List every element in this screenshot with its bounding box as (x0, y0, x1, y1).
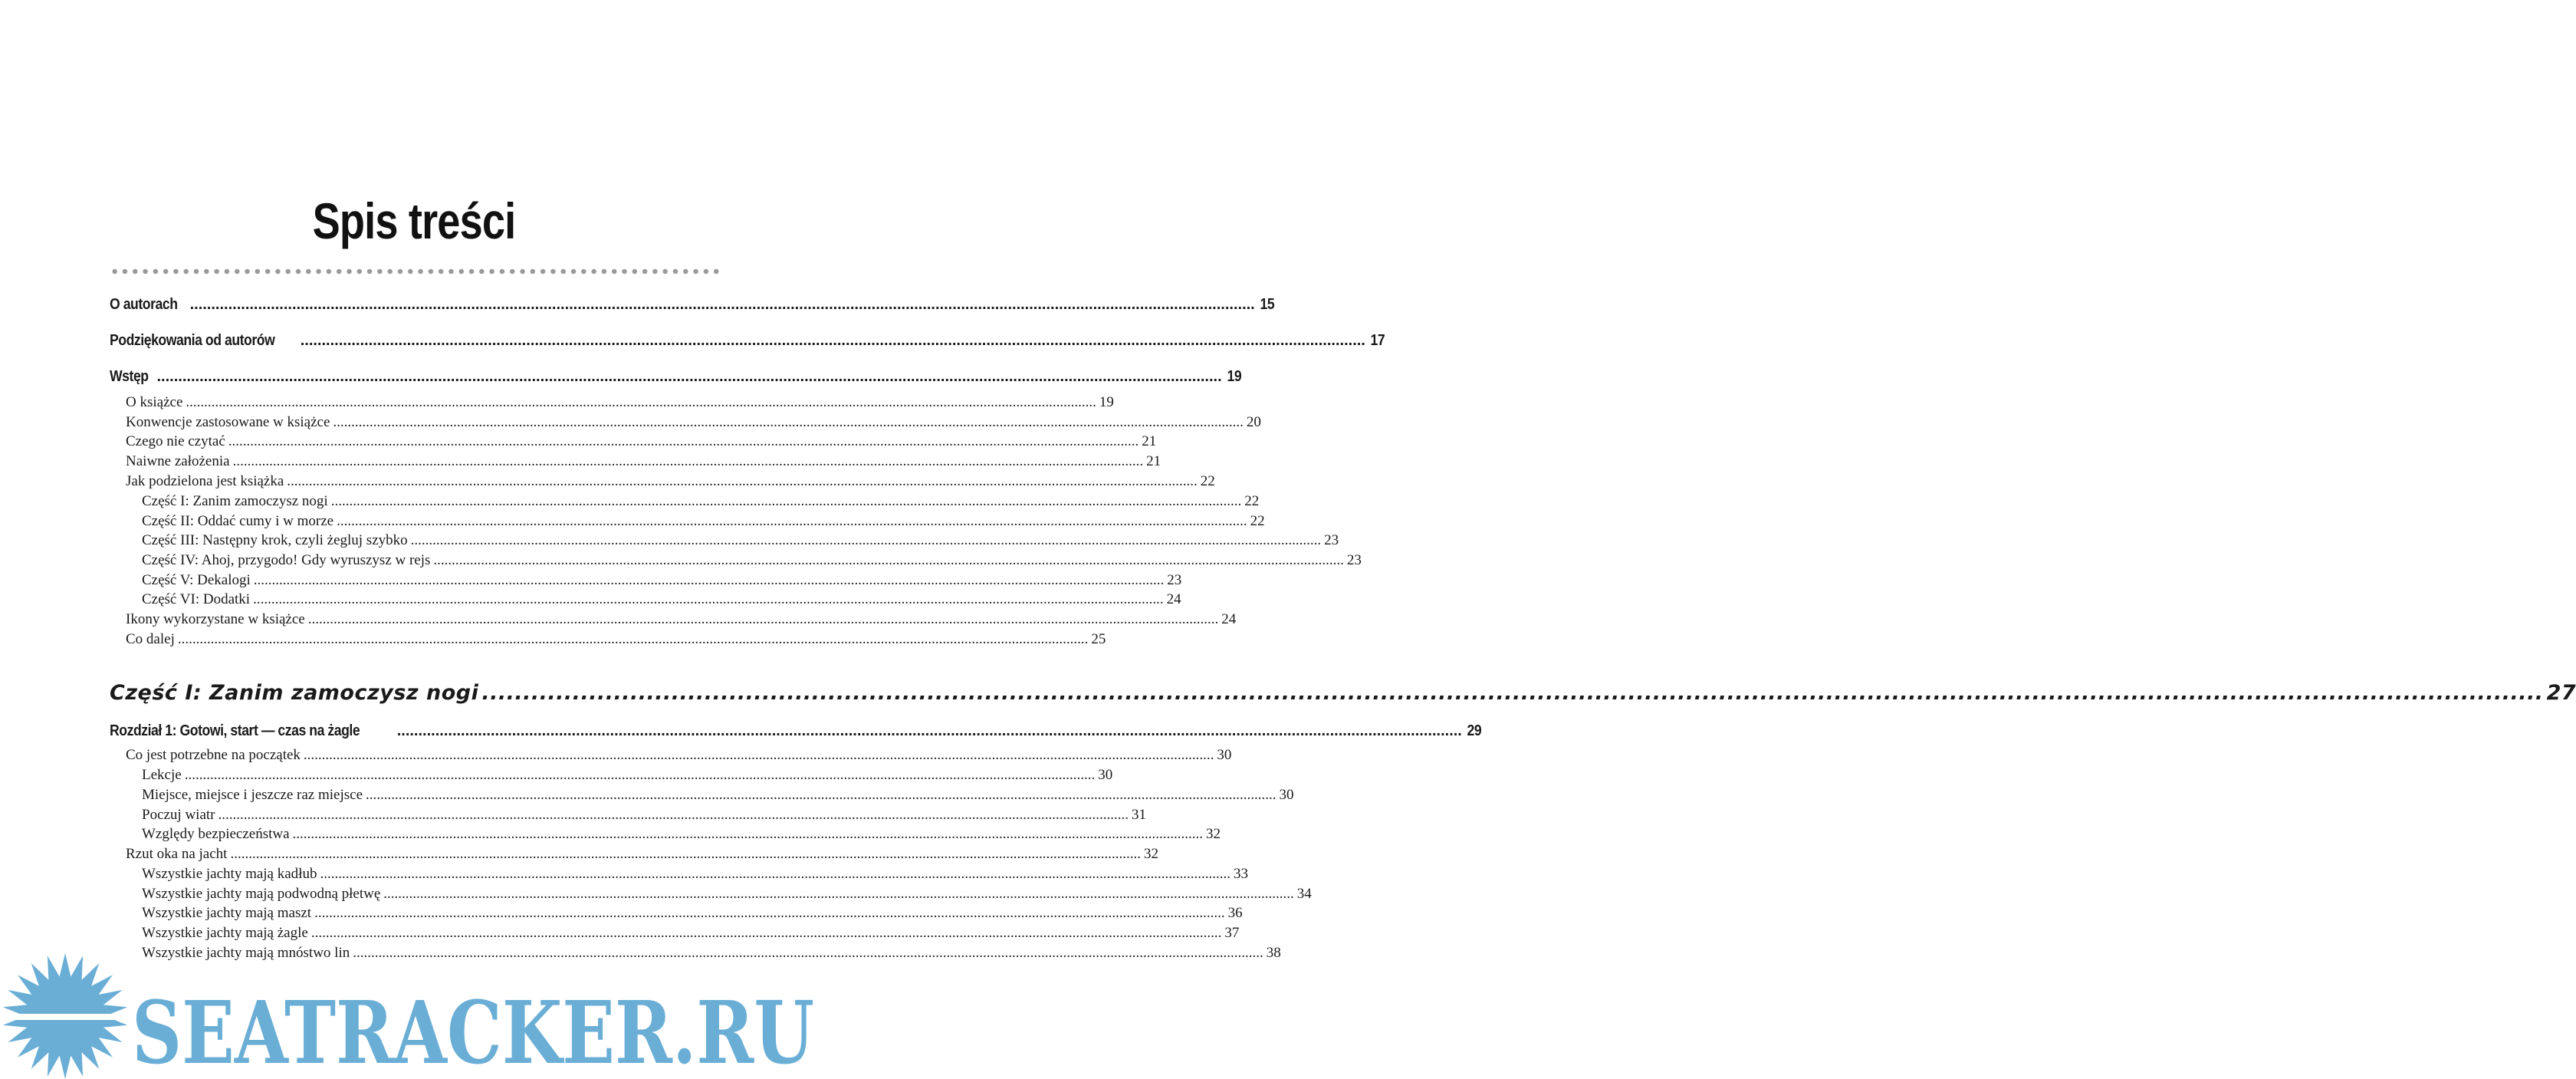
toc-entry[interactable] (142, 866, 1248, 883)
watermark-text: SEATRACKER.RU (132, 983, 814, 1079)
toc-entry-label: Rozdział 1: Gotowi, start — czas na żagle (110, 722, 360, 739)
toc-entry-label: Podziękowania od autorów (110, 332, 275, 349)
toc-entry-label: Jak podzielona jest książka (126, 473, 284, 489)
toc-entry-page: 27 (2546, 681, 2576, 705)
toc-entry-label: Co dalej (126, 631, 175, 647)
toc-entry-label: Wszystkie jachty mają kadłub (142, 866, 317, 882)
toc-entry-page: 19 (1227, 368, 1241, 385)
toc-entry-introduction[interactable] (110, 368, 1241, 386)
toc-entry[interactable] (142, 787, 1294, 804)
toc-entry[interactable] (142, 905, 1243, 922)
toc-entry-label: Poczuj wiatr (142, 807, 215, 823)
toc-entry-page: 30 (1279, 787, 1294, 803)
toc-entry-page: 21 (1146, 453, 1162, 469)
toc-entry-label: O książce (126, 394, 183, 410)
toc-entry-page: 37 (1224, 925, 1240, 941)
toc-entry-label: Wszystkie jachty mają żagle (142, 925, 308, 941)
toc-entry[interactable] (142, 925, 1240, 942)
toc-entry-page: 22 (1244, 493, 1260, 509)
toc-entry-label: Część I: Zanim zamoczysz nogi (142, 493, 328, 509)
toc-entry-page: 34 (1296, 886, 1312, 902)
toc-entry-label: Część III: Następny krok, czyli żegluj szybko (142, 532, 408, 548)
toc-entry-page: 19 (1099, 394, 1114, 410)
toc-entry-page: 23 (1324, 532, 1339, 548)
toc-entry-page: 20 (1246, 414, 1261, 430)
toc-entry[interactable] (126, 414, 1261, 431)
toc-entry-label: Naiwne założenia (126, 453, 230, 469)
toc-entry-page: 33 (1233, 866, 1248, 882)
toc-entry-page: 24 (1166, 591, 1181, 607)
toc-entry-label: Ikony wykorzystane w książce (126, 611, 305, 627)
toc-entry[interactable] (126, 453, 1162, 470)
toc-entry-authors[interactable] (110, 296, 1274, 314)
toc-entry[interactable] (126, 846, 1158, 863)
toc-entry-label: Wszystkie jachty mają podwodną płetwę (142, 886, 381, 902)
sun-logo-icon (0, 953, 134, 1079)
toc-entry-page: 24 (1221, 611, 1237, 627)
toc-entry-label: Wstęp (110, 368, 149, 385)
toc-entry[interactable] (142, 767, 1113, 784)
toc-entry-page: 22 (1250, 513, 1265, 529)
toc-entry-label: Co jest potrzebne na początek (126, 747, 301, 763)
toc-entry-label: Część V: Dekalogi (142, 572, 251, 588)
dotted-divider (110, 268, 721, 275)
toc-entry-label: Czego nie czytać (126, 433, 225, 449)
toc-entry-label: Część II: Oddać cumy i w morze (142, 513, 334, 529)
toc-entry-page: 25 (1091, 631, 1106, 647)
toc-entry[interactable] (142, 826, 1221, 843)
watermark (0, 951, 828, 1079)
toc-entry[interactable] (142, 513, 1265, 530)
toc-entry[interactable] (142, 886, 1312, 903)
toc-entry[interactable] (142, 552, 1362, 569)
toc-entry-page: 30 (1217, 747, 1232, 763)
toc-entry-page: 38 (1266, 945, 1281, 961)
toc-entry-page: 23 (1167, 572, 1182, 588)
toc-entry-acknowledgements[interactable] (110, 332, 1385, 350)
toc-entry[interactable] (126, 433, 1157, 450)
toc-entry[interactable] (142, 572, 1182, 589)
toc-entry[interactable] (142, 493, 1260, 510)
toc-chapter-heading[interactable] (110, 722, 1482, 740)
toc-entry-page: 23 (1346, 552, 1362, 568)
toc-entry-page: 31 (1132, 807, 1147, 823)
toc-entry-label: Względy bezpieczeństwa (142, 826, 290, 842)
toc-entry-label: Konwencje zastosowane w książce (126, 414, 330, 430)
toc-entry-page: 32 (1143, 846, 1158, 862)
toc-entry-label: Miejsce, miejsce i jeszcze raz miejsce (142, 787, 363, 803)
toc-entry[interactable] (142, 807, 1147, 824)
toc-entry[interactable] (126, 394, 1114, 411)
toc-entry-label: Lekcje (142, 767, 182, 783)
toc-entry-page: 36 (1227, 905, 1243, 921)
toc-entry-page: 15 (1260, 296, 1274, 313)
toc-entry-page: 21 (1142, 433, 1157, 449)
toc-entry-label: Rzut oka na jacht (126, 846, 228, 862)
toc-entry[interactable] (142, 532, 1339, 549)
toc-entry-label: Część VI: Dodatki (142, 591, 251, 607)
toc-entry[interactable] (126, 631, 1106, 648)
toc-entry[interactable] (142, 591, 1181, 608)
toc-entry-page: 32 (1206, 826, 1221, 842)
toc-entry-page: 30 (1098, 767, 1113, 783)
toc-entry-label: Część I: Zanim zamoczysz nogi (110, 681, 479, 705)
toc-entry-page: 22 (1200, 473, 1215, 489)
toc-entry-label: Wszystkie jachty mają maszt (142, 905, 312, 921)
toc-entry[interactable] (126, 747, 1232, 764)
toc-entry-label: Wszystkie jachty mają mnóstwo lin (142, 945, 350, 961)
toc-entry[interactable] (126, 611, 1237, 628)
toc-entry-page: 17 (1370, 332, 1385, 349)
toc-entry-label: Część IV: Ahoj, przygodo! Gdy wyruszysz w rejs (142, 552, 431, 568)
toc-entry-page: 29 (1467, 722, 1482, 739)
page-title: Spis treści (312, 192, 516, 249)
toc-entry[interactable] (126, 473, 1215, 490)
toc-entry-label: O autorach (110, 296, 178, 313)
toc-part-heading[interactable] (110, 681, 2576, 705)
